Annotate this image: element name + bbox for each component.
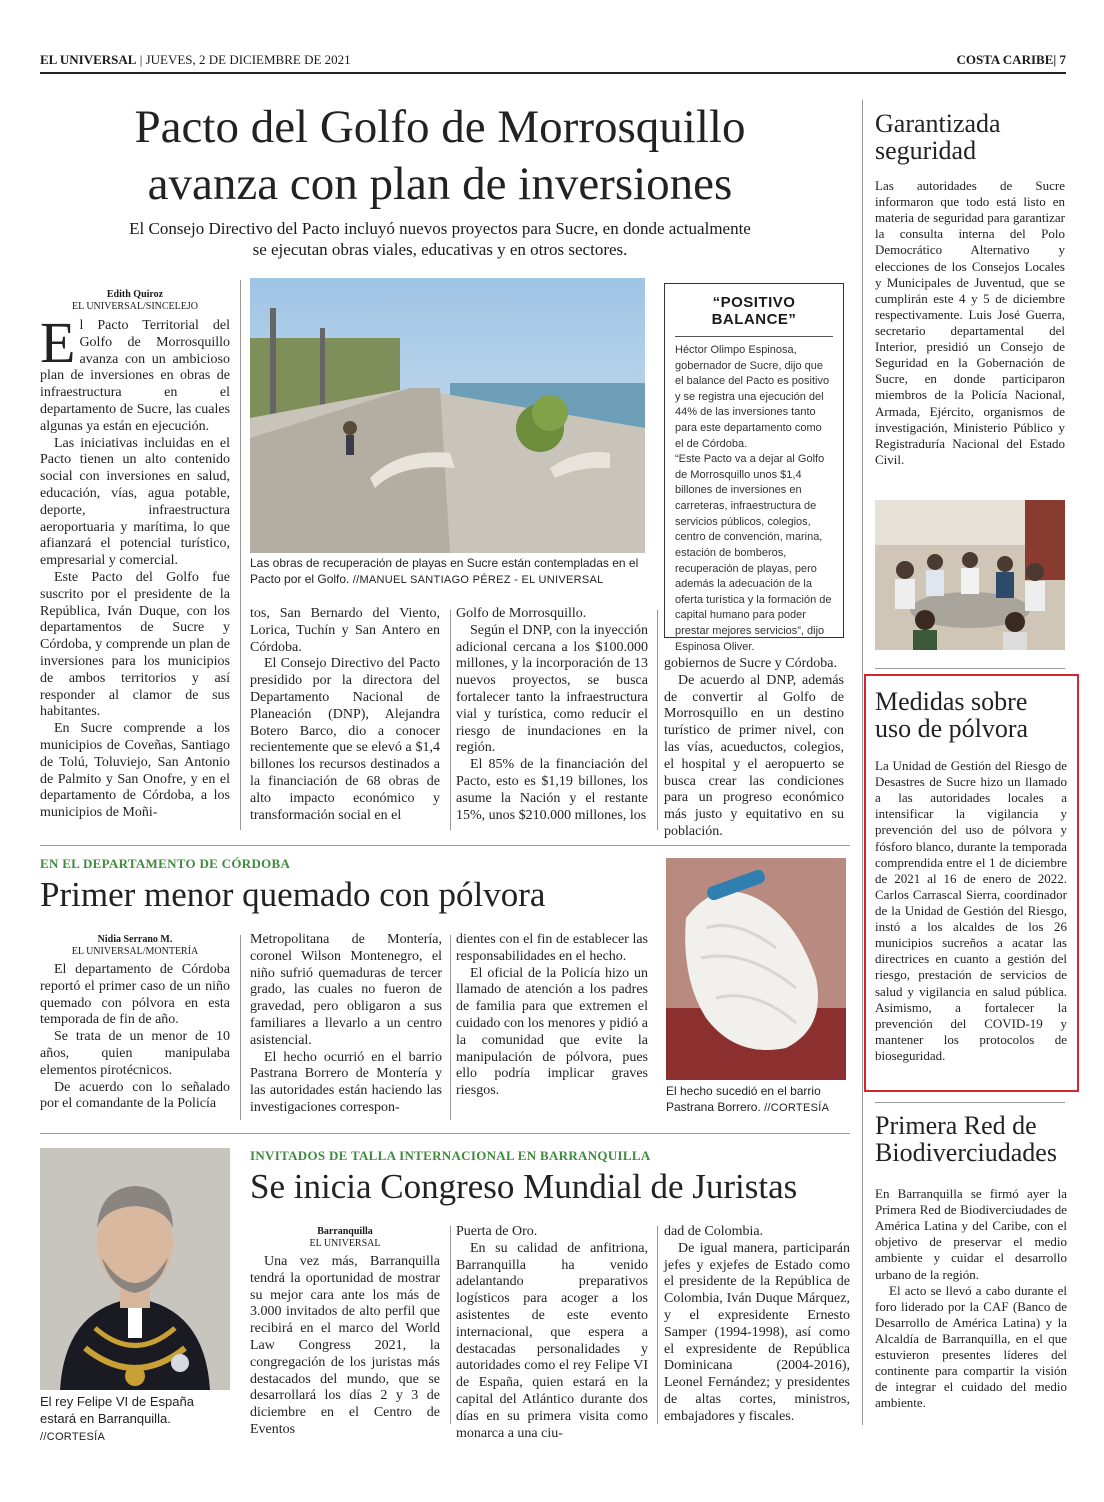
lead-para: El 85% de la financiación del Pacto, esto es $1,19 billones, los asume la Nación y el restante 15%, unos $210.000 millones, los	[456, 757, 648, 823]
photo-credit: //CORTESÍA	[764, 1101, 830, 1114]
bandaged-hand-illustration	[666, 858, 846, 1080]
sidebar-text-seguridad	[875, 178, 1065, 468]
story3-column-3	[664, 1224, 850, 1424]
photo-credit: //CORTESÍA	[40, 1430, 106, 1443]
box-para: “Este Pacto va a dejar al Golfo de Morrosquillo unos $1,4 billones de inversiones en carreteras, infraestructura de servicios públicos, colegios, centro de convención, marina, estación de bomberos, recuperación de playas, pero además la adecuación de la oferta turística y la formación de capital humano para poder prestar mejores servicios”, dijo Espinosa Oliver.	[675, 453, 832, 653]
beach-promenade-photo	[250, 278, 645, 553]
positivo-balance-box	[664, 283, 844, 653]
column-divider	[450, 1226, 451, 1424]
sidebar-para: Las autoridades de Sucre informaron que todo está listo en materia de seguridad para garantizar la consulta interna del Polo Democrático Alternativo y elecciones de los Consejos Locales y Municipales de Juventud, que se cumplirán este 4 y 5 de diciembre respectivamente. Luis José Guerra, secretario departamental del Interior, presidió un Consejo de Seguridad en la Gobernación de Sucre, en donde participaron miembros de la Policía Nacional, Armada, Ejército, organismos de investigación, Ministerio Público y Registraduría Nacional del Estado Civil.	[875, 178, 1065, 467]
lead-para: Golfo de Morrosquillo.	[456, 606, 587, 621]
lead-para: Este Pacto del Golfo fue suscrito por el presidente de la República, Iván Duque, con los departamentos de Sucre y Córdoba, y comprende un plan de inversiones para los municipios de ambos territorios y así responder al clamor de sus habitantes.	[40, 569, 230, 720]
story3-para: Una vez más, Barranquilla tendrá la oportunidad de mostrar su mejor cara ante los más de 3.000 invitados de alto perfil que recibirá en el marco del World Law Congress 2021, la congregación de los juristas más destacados del mundo, que se desarrollará los días 2 y 3 de diciembre en el Centro de Eventos	[250, 1254, 440, 1437]
story3-para: En su calidad de anfitriona, Barranquilla ha venido adelantando preparativos logísticos para acoger a los asistentes de este evento internacional, que espera a destacadas personalidades y autoridades como el rey Felipe VI de España, quien estará en la capital del Atlántico durante dos días en su primera visita como monarca a una ciu-	[456, 1240, 648, 1441]
lead-photo-caption	[250, 556, 645, 587]
box-divider	[675, 336, 833, 337]
drop-cap: E	[40, 310, 76, 375]
burned-hand-photo	[666, 858, 846, 1080]
sidebar-rule	[875, 668, 1065, 669]
lead-para: l Pacto Territorial del Golfo de Morrosquillo avanza con un ambicioso plan de inversiones en obras de infraestructura en el departamento de Sucre, las cuales algunas ya están en ejecución.	[40, 318, 230, 434]
sidebar-divider	[862, 100, 863, 1425]
lead-para: gobiernos de Sucre y Córdoba.	[664, 656, 838, 671]
byline-author: Nidia Serrano M.	[97, 934, 173, 945]
section-rule	[40, 1133, 850, 1134]
issue-date: JUEVES, 2 DE DICIEMBRE DE 2021	[145, 52, 351, 67]
lead-para: Las iniciativas incluidas en el Pacto tienen un alto contenido social con inversiones en salud, educación, vías, agua potable, deporte, infraestructura aeroportuaria y marítima, lo que afianzará el potencial turístico, empresarial y comercial.	[40, 435, 230, 569]
lead-para: Según el DNP, con la inyección adicional cercana a los $100.000 millones, y la incorporación de 13 nuevos proyectos, se busca fortalecer tanto la infraestructura vial y turística, como reducir el riesgo de inundaciones en la región.	[456, 622, 648, 756]
sidebar-headline-biodiverciudades: Primera Red de Biodiverciudades	[875, 1111, 1057, 1168]
newspaper-name: EL UNIVERSAL	[40, 52, 137, 67]
story3-para: dad de Colombia.	[664, 1224, 764, 1239]
lead-deck	[40, 218, 840, 261]
story3-para: Puerta de Oro.	[456, 1224, 538, 1239]
lead-column-1	[40, 310, 230, 830]
byline-author: Barranquilla	[317, 1226, 373, 1237]
column-divider	[240, 280, 241, 830]
sidebar-headline-polvora: Medidas sobre uso de pólvora	[875, 687, 1029, 744]
sidebar-para: El acto se llevó a cabo durante el foro liderado por la CAF (Banco de Desarrollo de América Latina) y la Alcaldía de Barranquilla, en el que estuvieron presentes líderes del continente para compartir la visión de integrar el cuidado del medio ambiente.	[875, 1282, 1067, 1411]
lead-headline-line2: avanza con plan de inversiones	[147, 158, 733, 210]
column-divider	[657, 610, 658, 830]
page-header-right: COSTA CARIBE| 7	[956, 52, 1066, 67]
page-header-left: EL UNIVERSAL | JUEVES, 2 DE DICIEMBRE DE 2021	[40, 52, 351, 67]
byline-org: EL UNIVERSAL/SINCELEJO	[71, 301, 198, 312]
lead-deck-line2: se ejecutan obras viales, educativas y en otros sectores.	[252, 240, 628, 260]
story2-column-2	[250, 932, 442, 1120]
story3-column-2	[456, 1224, 648, 1441]
lead-deck-line1: El Consejo Directivo del Pacto incluyó nuevos proyectos para Sucre, en donde actualmente	[129, 219, 751, 238]
story2-photo-caption	[666, 1084, 846, 1115]
column-divider	[450, 935, 451, 1120]
story2-para: De acuerdo con lo señalado por el comandante de la Policía	[40, 1079, 230, 1112]
story3-column-1	[250, 1254, 440, 1437]
story2-para: El oficial de la Policía hizo un llamado de atención a los padres de familia para que extremen el cuidado con los menores y pidió a la comunidad que evite la manipulación de pólvora, pues ello podría implicar graves riesgos.	[456, 965, 648, 1099]
sidebar-para: En Barranquilla se firmó ayer la Primera Red de Biodiverciudades de América Latina y del Caribe, con el objetivo de preservar el medio ambiente y cuidar el desarrollo urbano de la región.	[875, 1186, 1067, 1282]
page-number: 7	[1059, 52, 1066, 67]
story2-byline	[40, 934, 230, 958]
lead-column-2	[250, 606, 440, 830]
lead-headline	[40, 101, 840, 210]
column-divider	[450, 610, 451, 830]
lead-para: El Consejo Directivo del Pacto presidido por la directora del Departamento Nacional de Planeación (DNP), Alejandra Botero Barco, dio a conocer recientemente que se elevó a $1,4 billones los recursos destinados a la financiación de 68 obras de alto impacto económico y transformación social en el	[250, 656, 440, 823]
security-meeting-photo	[875, 500, 1065, 650]
story2-para: Se trata de un menor de 10 años, quien manipulaba elementos pirotécnicos.	[40, 1029, 230, 1078]
box-title: “POSITIVO BALANCE”	[711, 294, 797, 328]
photo-credit: //MANUEL SANTIAGO PÉREZ - EL UNIVERSAL	[352, 573, 604, 586]
lead-column-4	[664, 656, 844, 839]
sidebar-para: La Unidad de Gestión del Riesgo de Desastres de Sucre hizo un llamado a las autoridades locales a intensificar la vigilancia y prevención del uso de pólvora y fósforo blanco, durante la temporada comprendida entre el 1 de diciembre de 2021 al 16 de enero de 2022. Carlos Carrascal Sierra, coordinador de la Unidad de Gestión del Riesgo, instó a los alcaldes de los 26 municipios sucreños a acatar las directrices en cuanto a gestión del riesgo, prestación de servicios de salud y vigilancia en salud pública. Asimismo, a fortalecer la prevención del COVID-19 y mantener los protocolos de bioseguridad.	[875, 758, 1067, 1063]
story3-headline: Se inicia Congreso Mundial de Juristas	[250, 1167, 798, 1206]
byline-author: Edith Quiroz	[106, 289, 164, 300]
sidebar-text-polvora	[875, 758, 1067, 1064]
lead-headline-line1: Pacto del Golfo de Morrosquillo	[134, 101, 746, 153]
lead-para: En Sucre comprende a los municipios de Coveñas, Santiago de Tolú, Toluviejo, San Antonio de Palmito y San Onofre, y en el departamento de Córdoba, a los municipios de Moñi-	[40, 721, 230, 821]
caption-text: El hecho sucedió en el barrio Pastrana Borrero.	[666, 1084, 821, 1114]
section-name: COSTA CARIBE	[956, 52, 1054, 67]
column-divider	[240, 935, 241, 1120]
story2-column-3	[456, 932, 648, 1120]
story2-column-1	[40, 962, 230, 1120]
box-para: Héctor Olimpo Espinosa, gobernador de Sucre, dijo que el balance del Pacto es positivo y se registra una ejecución del 44% de las inversiones tanto para este departamento como el de Córdoba.	[675, 344, 830, 450]
story2-headline: Primer menor quemado con pólvora	[40, 875, 546, 914]
story3-photo-caption	[40, 1394, 230, 1445]
king-portrait-illustration	[40, 1148, 230, 1390]
story2-para: dientes con el fin de establecer las responsabilidades en el hecho.	[456, 932, 648, 964]
section-rule	[40, 845, 850, 846]
sidebar-headline-seguridad: Garantizada seguridad	[875, 109, 1001, 166]
column-divider	[657, 1226, 658, 1424]
story3-para: De igual manera, participarán jefes y exjefes de Estado como el presidente de la República de Colombia, Iván Duque Márquez, y el expresidente Ernesto Samper (1994-1998), así como el expresidente de República Dominicana (2004-2016), Leonel Fernández; y presidentes de altas cortes, ministros, embajadores y fiscales.	[664, 1240, 850, 1424]
lead-column-3	[456, 606, 648, 830]
story2-para: El departamento de Córdoba reportó el primer caso de un niño quemado con pólvora en esta temporada de fin de año.	[40, 962, 230, 1028]
story3-byline	[250, 1226, 440, 1250]
header-rule	[40, 72, 1066, 74]
story2-para: Metropolitana de Montería, coronel Wilson Montenegro, el niño sufrió quemaduras de tercer grado, las cuales no fueron de gravedad, pero obligaron a sus familiares a llevarlo a un centro asistencial.	[250, 932, 442, 1048]
sidebar-rule	[875, 1102, 1065, 1103]
caption-text: El rey Felipe VI de España estará en Barranquilla.	[40, 1394, 194, 1426]
byline-org: EL UNIVERSAL	[309, 1238, 381, 1249]
byline-org: EL UNIVERSAL/MONTERÍA	[71, 946, 199, 957]
king-felipe-photo	[40, 1148, 230, 1390]
lead-para: De acuerdo al DNP, además de convertir al Golfo de Morrosquillo en un destino turístico de primer nivel, con las vías, acueductos, colegios, el hospital y el aeropuerto se busca crear las condiciones para un progreso económico más justo y equitativo en su población.	[664, 672, 844, 839]
caption-text: Las obras de recuperación de playas en Sucre están contempladas en el Pacto por el Golfo.	[250, 556, 639, 586]
meeting-illustration	[875, 500, 1065, 650]
box-body	[675, 343, 833, 655]
story2-kicker: EN EL DEPARTAMENTO DE CÓRDOBA	[40, 856, 291, 871]
story3-kicker: INVITADOS DE TALLA INTERNACIONAL EN BARRANQUILLA	[250, 1148, 651, 1163]
sidebar-text-biodiverciudades	[875, 1186, 1067, 1412]
story2-para: El hecho ocurrió en el barrio Pastrana Borrero de Montería y las autoridades están haciendo las investigaciones correspon-	[250, 1049, 442, 1115]
lead-para: tos, San Bernardo del Viento, Lorica, Tuchín y San Antero en Córdoba.	[250, 606, 440, 655]
beach-promenade-illustration	[250, 278, 645, 553]
